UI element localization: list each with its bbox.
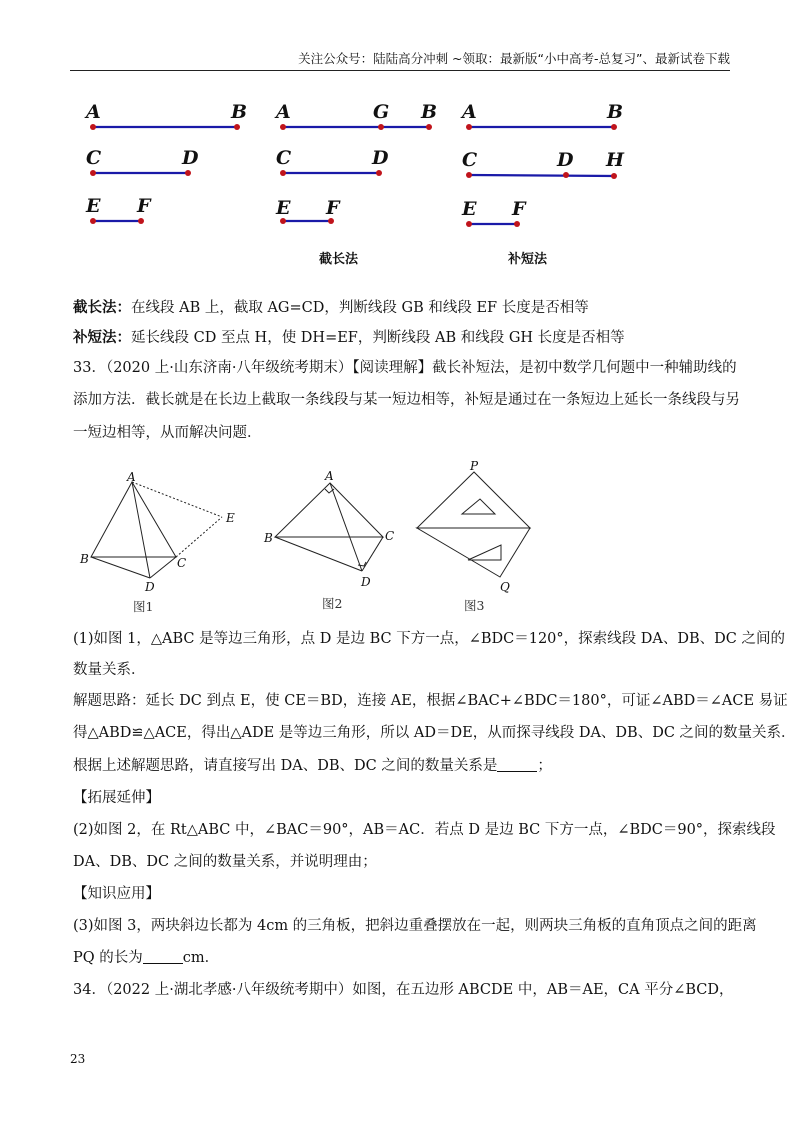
svg-text:E: E xyxy=(276,197,291,219)
q33-line-2: 添加方法．截长就是在长边上截取一条线段与某一短边相等，补短是通过在一条短边上延长一条线段与另 xyxy=(73,392,740,408)
answer-blank[interactable] xyxy=(497,757,537,772)
svg-text:C: C xyxy=(462,149,478,171)
q33-part2-line-2: DA、DB、DC 之间的数量关系，并说明理由； xyxy=(73,854,377,870)
method-label: 截长法： xyxy=(73,299,131,316)
svg-text:E: E xyxy=(86,195,101,217)
svg-text:D: D xyxy=(182,147,199,169)
hint-text: 根据上述解题思路，请直接写出 DA、DB、DC 之间的数量关系是 xyxy=(73,758,498,774)
q33-part2-line-1: (2)如图 2，在 Rt△ABC 中，∠BAC＝90°，AB＝AC．若点 D 是边 BC 下方一点，∠BDC＝90°，探索线段 xyxy=(73,822,776,838)
application-heading: 【知识应用】 xyxy=(73,886,160,902)
svg-text:B: B xyxy=(607,101,624,123)
svg-text:H: H xyxy=(606,149,624,171)
fig3-label: 图3 xyxy=(464,598,485,613)
extension-heading: 【拓展延伸】 xyxy=(73,790,160,806)
svg-text:G: G xyxy=(373,101,390,123)
svg-text:A: A xyxy=(276,101,291,123)
svg-text:B: B xyxy=(264,531,273,545)
svg-text:D: D xyxy=(361,575,371,589)
svg-text:C: C xyxy=(276,147,292,169)
svg-text:B: B xyxy=(421,101,438,123)
fig2-triangle xyxy=(275,483,383,537)
svg-text:B: B xyxy=(80,552,89,566)
caption-cut-method: 截长法 xyxy=(319,252,359,267)
q33-line-1: 33．（2020 上·山东济南·八年级统考期末）【阅读理解】截长补短法，是初中数学几何题中一种辅助线的 xyxy=(73,360,737,376)
svg-text:F: F xyxy=(137,195,151,217)
q33-part1-line-2: 数量关系． xyxy=(73,662,146,678)
svg-text:A: A xyxy=(325,469,334,483)
answer-blank[interactable] xyxy=(143,949,183,964)
svg-text:Q: Q xyxy=(500,580,510,594)
method-text: 在线段 AB 上，截取 AG=CD，判断线段 GB 和线段 EF 长度是否相等 xyxy=(131,300,589,316)
svg-text:A: A xyxy=(127,470,136,484)
fig3-outer-lower xyxy=(417,528,530,577)
fig1-label: 图1 xyxy=(133,599,154,614)
q33-hint-line-3 xyxy=(73,756,552,776)
fig3-outer xyxy=(417,472,530,528)
svg-text:D: D xyxy=(145,580,155,594)
svg-text:E: E xyxy=(462,198,477,220)
q33-part3-line-2 xyxy=(73,948,219,968)
hint-end: ； xyxy=(537,758,552,774)
svg-text:F: F xyxy=(326,197,340,219)
method-label: 补短法： xyxy=(73,329,131,346)
page-number: 23 xyxy=(70,1052,86,1066)
svg-text:A: A xyxy=(462,101,477,123)
q33-hint-line-2: 得△ABD≌△ACE，得出△ADE 是等边三角形，所以 AD＝DE，从而探寻线段 DA、DB、DC 之间的数量关系． xyxy=(73,725,796,741)
fig2-label: 图2 xyxy=(322,596,343,611)
part3-unit: cm． xyxy=(182,950,220,966)
q33-hint-line-1: 解题思路：延长 DC 到点 E，使 CE＝BD，连接 AE，根据∠BAC+∠BDC＝180°，可证∠ABD＝∠ACE 易证 xyxy=(73,693,788,709)
svg-text:E: E xyxy=(226,511,235,525)
svg-text:A: A xyxy=(86,101,101,123)
method-text: 延长线段 CD 至点 H，使 DH=EF，判断线段 AB 和线段 GH 长度是否相等 xyxy=(131,330,625,346)
fig1-triangle xyxy=(91,482,176,557)
svg-text:C: C xyxy=(177,556,187,570)
svg-text:P: P xyxy=(470,459,479,473)
svg-text:C: C xyxy=(385,529,395,543)
svg-text:F: F xyxy=(512,198,526,220)
svg-text:D: D xyxy=(372,147,389,169)
svg-text:C: C xyxy=(86,147,102,169)
svg-text:D: D xyxy=(557,149,574,171)
q33-line-3: 一短边相等，从而解决问题． xyxy=(73,425,262,441)
page-header: 关注公众号：陆陆高分冲刺 ~领取：最新版“小中高考-总复习”、最新试卷下载 xyxy=(70,48,730,71)
q34-line-1: 34．（2022 上·湖北孝感·八年级统考期中）如图，在五边形 ABCDE 中，AB＝AE，CA 平分∠BCD， xyxy=(73,982,734,998)
part3-text: PQ 的长为 xyxy=(73,950,143,966)
q33-part3-line-1: (3)如图 3，两块斜边长都为 4cm 的三角板，把斜边重叠摆放在一起，则两块三角板的直角顶点之间的距离 xyxy=(73,918,757,934)
caption-extend-method: 补短法 xyxy=(508,252,548,267)
svg-text:B: B xyxy=(231,101,248,123)
q33-part1-line-1: (1)如图 1，△ABC 是等边三角形，点 D 是边 BC 下方一点，∠BDC＝120°，探索线段 DA、DB、DC 之间的 xyxy=(73,631,785,647)
